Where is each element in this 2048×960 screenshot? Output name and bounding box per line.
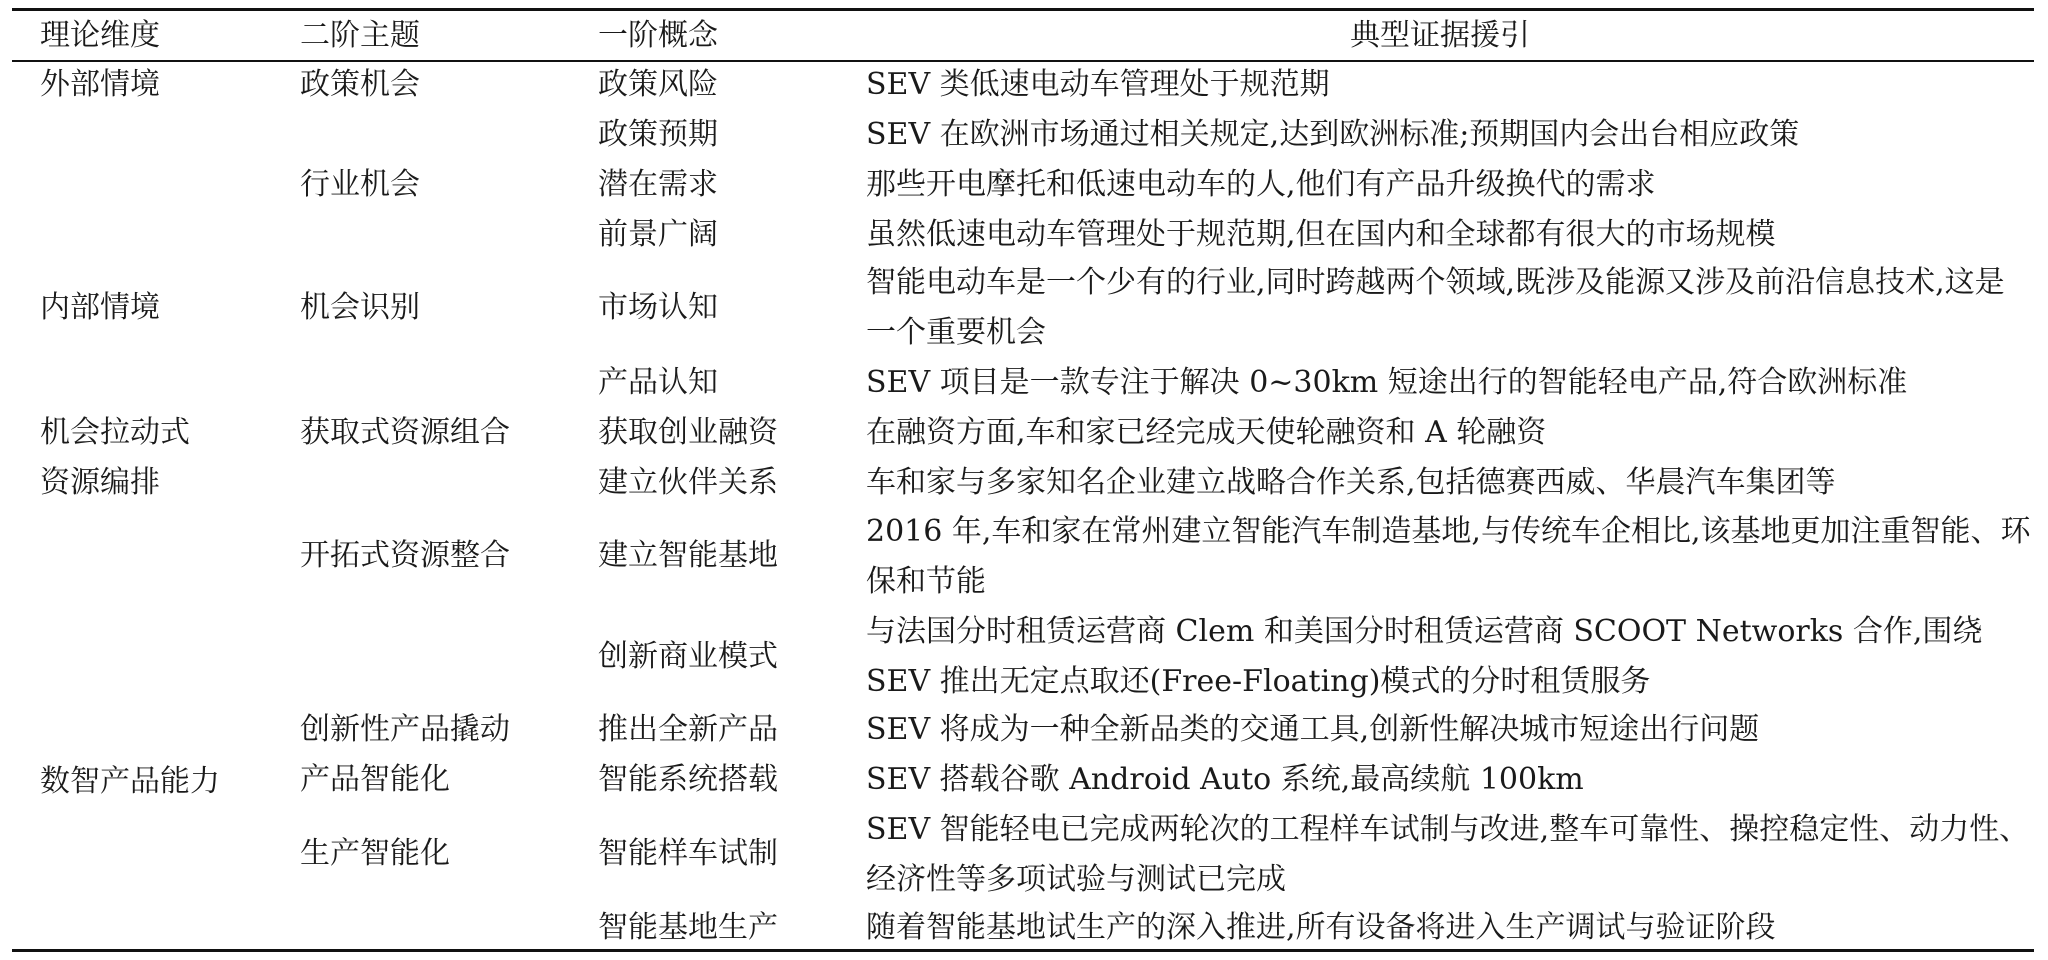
dimension-internal: 内部情境	[40, 290, 160, 325]
theme-pioneer-resources: 开拓式资源整合	[300, 538, 510, 573]
evidence-4: 虽然低速电动车管理处于规范期,但在国内和全球都有很大的市场规模	[866, 217, 1776, 252]
evidence-10: 与法国分时租赁运营商 Clem 和美国分时租赁运营商 SCOOT Networks 合作,围绕 SEV 推出无定点取还(Free-Floating)模式的分时租赁服务	[866, 614, 1983, 699]
concept-latent-demand: 潜在需求	[598, 167, 718, 202]
concept-broad-prospect: 前景广阔	[598, 217, 718, 252]
table-bottom-rule	[12, 949, 2034, 952]
evidence-12: SEV 搭载谷歌 Android Auto 系统,最高续航 100km	[866, 762, 1584, 797]
concept-smart-base: 建立智能基地	[598, 538, 778, 573]
dimension-digital: 数智产品能力	[40, 764, 220, 799]
table-top-rule	[12, 8, 2034, 11]
concept-base-production: 智能基地生产	[598, 910, 778, 945]
dimension-orchestration-line1: 机会拉动式	[40, 415, 190, 450]
evidence-11: SEV 将成为一种全新品类的交通工具,创新性解决城市短途出行问题	[866, 712, 1760, 747]
theme-product-intelligence: 产品智能化	[300, 762, 450, 797]
concept-prototype-trial: 智能样车试制	[598, 836, 778, 871]
theme-production-intelligence: 生产智能化	[300, 836, 450, 871]
evidence-9: 2016 年,车和家在常州建立智能汽车制造基地,与传统车企相比,该基地更加注重智能、环保和节能	[866, 514, 2031, 599]
theme-policy-opportunity: 政策机会	[300, 67, 420, 102]
evidence-2: SEV 在欧洲市场通过相关规定,达到欧洲标准;预期国内会出台相应政策	[866, 117, 1800, 152]
concept-policy-expectation: 政策预期	[598, 117, 718, 152]
header-dimension: 理论维度	[40, 18, 160, 53]
concept-smart-system: 智能系统搭载	[598, 762, 778, 797]
theme-innovative-product: 创新性产品撬动	[300, 712, 510, 747]
concept-product-cognition: 产品认知	[598, 365, 718, 400]
concept-market-cognition: 市场认知	[598, 290, 718, 325]
header-first-order-concept: 一阶概念	[598, 18, 718, 53]
concept-partnerships: 建立伙伴关系	[598, 465, 778, 500]
concept-new-product: 推出全新产品	[598, 712, 778, 747]
theme-industry-opportunity: 行业机会	[300, 167, 420, 202]
evidence-5: 智能电动车是一个少有的行业,同时跨越两个领域,既涉及能源又涉及前沿信息技术,这是一个重要机会	[866, 265, 2005, 350]
evidence-13: SEV 智能轻电已完成两轮次的工程样车试制与改进,整车可靠性、操控稳定性、动力性、经济性等多项试验与测试已完成	[866, 812, 2030, 897]
header-evidence: 典型证据援引	[1350, 18, 1530, 53]
evidence-14: 随着智能基地试生产的深入推进,所有设备将进入生产调试与验证阶段	[866, 910, 1776, 945]
evidence-3: 那些开电摩托和低速电动车的人,他们有产品升级换代的需求	[866, 167, 1656, 202]
evidence-8: 车和家与多家知名企业建立战略合作关系,包括德赛西威、华晨汽车集团等	[866, 465, 1836, 500]
theme-opportunity-recognition: 机会识别	[300, 290, 420, 325]
concept-business-model: 创新商业模式	[598, 639, 778, 674]
header-second-order-theme: 二阶主题	[300, 18, 420, 53]
concept-policy-risk: 政策风险	[598, 67, 718, 102]
dimension-external: 外部情境	[40, 67, 160, 102]
concept-startup-financing: 获取创业融资	[598, 415, 778, 450]
evidence-1: SEV 类低速电动车管理处于规范期	[866, 67, 1330, 102]
evidence-7: 在融资方面,车和家已经完成天使轮融资和 A 轮融资	[866, 415, 1547, 450]
evidence-6: SEV 项目是一款专注于解决 0~30km 短途出行的智能轻电产品,符合欧洲标准	[866, 365, 1908, 400]
dimension-orchestration-line2: 资源编排	[40, 465, 160, 500]
theme-acquire-resources: 获取式资源组合	[300, 415, 510, 450]
